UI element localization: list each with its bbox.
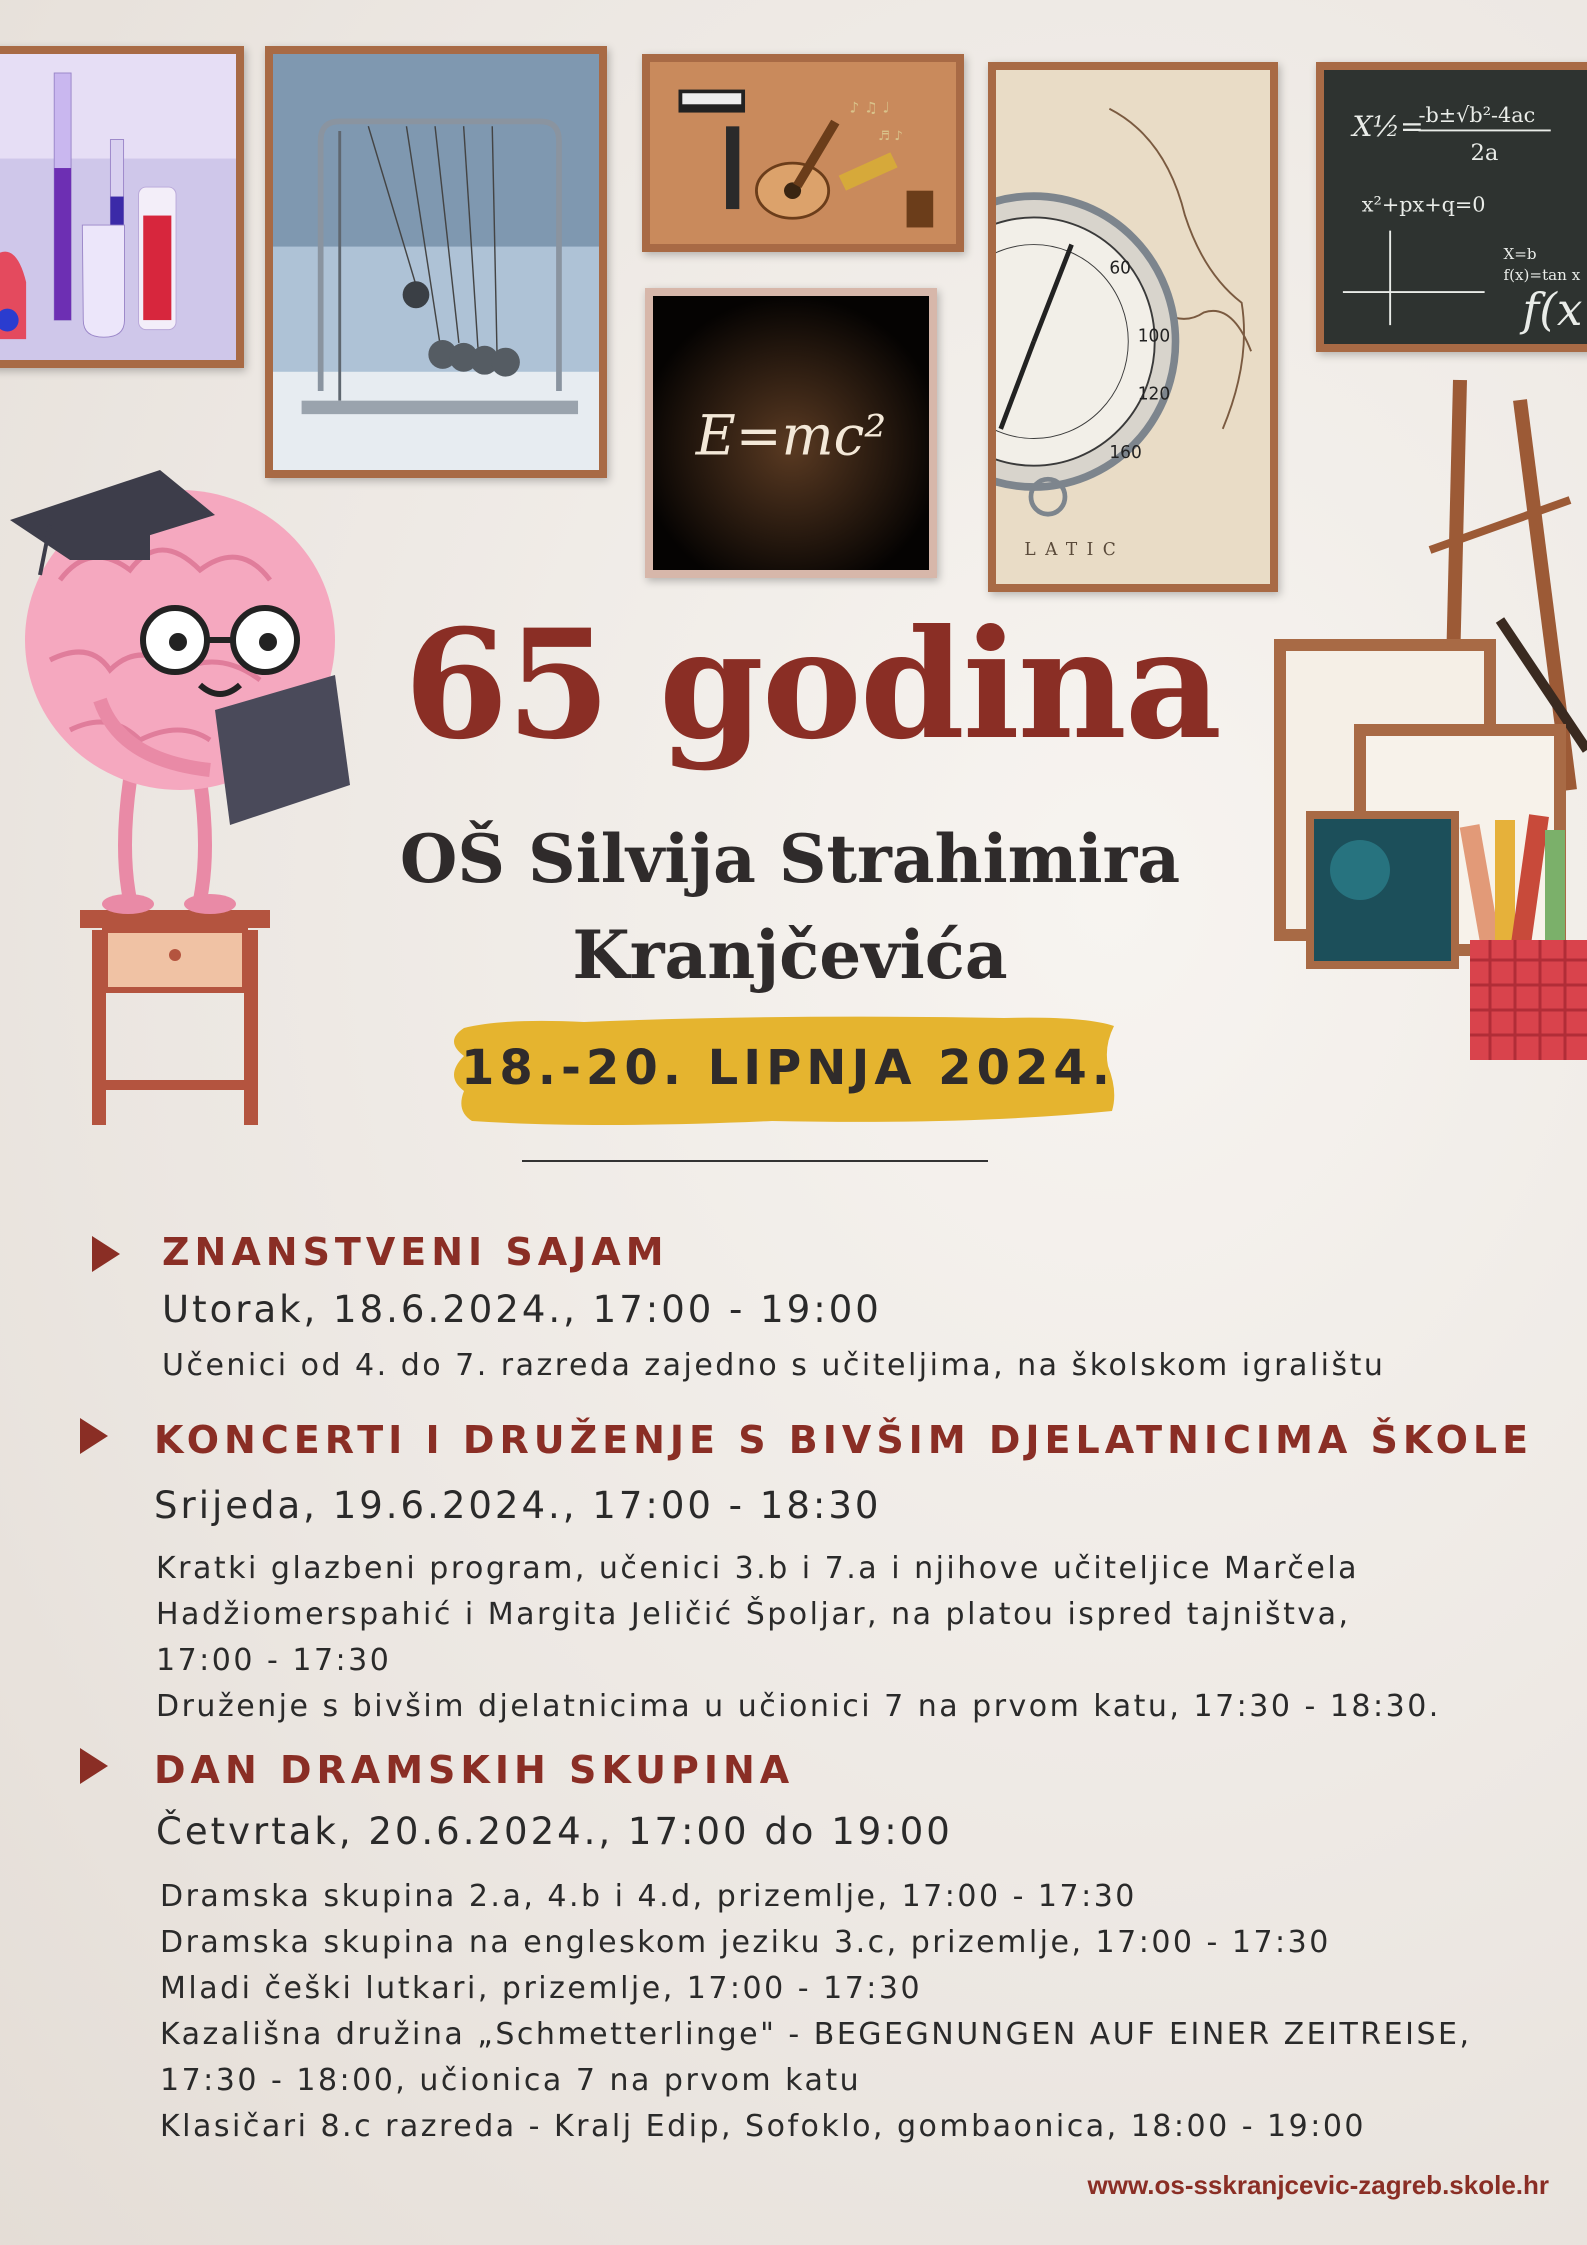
section-bullet-icon xyxy=(80,1748,108,1784)
anniversary-headline: 65 godina xyxy=(403,597,1220,773)
section-line: Klasičari 8.c razreda - Kralj Edip, Sofoklo, gombaonica, 18:00 - 19:00 xyxy=(160,2109,1367,2144)
section-when-science-fair: Utorak, 18.6.2024., 17:00 - 19:00 xyxy=(162,1288,882,1331)
section-bullet-icon xyxy=(92,1236,120,1272)
svg-text:X=b: X=b xyxy=(1503,244,1537,263)
svg-text:x²+px+q=0: x²+px+q=0 xyxy=(1361,192,1486,217)
brain-mascot-illustration xyxy=(10,460,360,1130)
section-line: Hadžiomerspahić i Margita Jeličić Špoljar, na platou ispred tajništva, xyxy=(156,1597,1351,1632)
instruments-photo xyxy=(642,54,964,252)
section-line: Kazališna družina „Schmetterlinge" - BEGEGNUNGEN AUF EINER ZEITREISE, xyxy=(160,2017,1472,2052)
svg-text:f(x)=tan x: f(x)=tan x xyxy=(1503,265,1581,284)
section-bullet-icon xyxy=(80,1418,108,1454)
emc2-photo xyxy=(645,288,937,578)
section-title-science-fair: ZNANSTVENI SAJAM xyxy=(162,1230,669,1274)
svg-text:120: 120 xyxy=(1137,384,1171,405)
event-date: 18.-20. LIPNJA 2024. xyxy=(460,1040,1116,1096)
chalkboard-photo xyxy=(1316,62,1587,352)
chemistry-photo xyxy=(0,46,244,368)
section-line: 17:30 - 18:00, učionica 7 na prvom katu xyxy=(160,2063,862,2098)
school-website-link[interactable]: www.os-sskranjcevic-zagreb.skole.hr xyxy=(1087,2170,1549,2200)
date-banner xyxy=(450,1012,1126,1130)
svg-text:LATIC: LATIC xyxy=(1024,539,1126,560)
school-name xyxy=(300,812,1280,1003)
section-when-drama-day: Četvrtak, 20.6.2024., 17:00 do 19:00 xyxy=(156,1810,953,1853)
compass-map-photo xyxy=(988,62,1278,592)
school-name-line1: OŠ Silvija Strahimira xyxy=(399,820,1181,898)
svg-text:160: 160 xyxy=(1109,442,1142,463)
svg-text:X½=: X½= xyxy=(1352,110,1424,144)
svg-text:f(x: f(x xyxy=(1522,283,1583,337)
section-line: Mladi češki lutkari, prizemlje, 17:00 - 17:30 xyxy=(160,1971,923,2006)
school-name-line2: Kranjčevića xyxy=(572,915,1008,994)
svg-text:♪ ♫ ♩: ♪ ♫ ♩ xyxy=(849,98,890,117)
svg-text:E=mc²: E=mc² xyxy=(695,403,887,468)
section-title-concerts: KONCERTI I DRUŽENJE S BIVŠIM DJELATNICIMA ŠKOLE xyxy=(154,1418,1534,1462)
section-line: Učenici od 4. do 7. razreda zajedno s učiteljima, na školskom igralištu xyxy=(162,1348,1386,1383)
divider-line xyxy=(522,1160,988,1162)
svg-text:100: 100 xyxy=(1137,326,1171,347)
easel-illustration xyxy=(1270,370,1587,1070)
section-line: Kratki glazbeni program, učenici 3.b i 7.a i njihove učiteljice Marčela xyxy=(156,1551,1360,1586)
section-line: Dramska skupina 2.a, 4.b i 4.d, prizemlje, 17:00 - 17:30 xyxy=(160,1879,1137,1914)
svg-text:2a: 2a xyxy=(1470,139,1499,166)
svg-text:-b±√b²-4ac: -b±√b²-4ac xyxy=(1418,102,1536,127)
newtons-cradle-photo xyxy=(265,46,607,478)
section-line: Dramska skupina na engleskom jeziku 3.c, prizemlje, 17:00 - 17:30 xyxy=(160,1925,1331,1960)
svg-text:♬ ♪: ♬ ♪ xyxy=(878,129,903,145)
section-line: 17:00 - 17:30 xyxy=(156,1643,392,1678)
section-line: Druženje s bivšim djelatnicima u učionici 7 na prvom katu, 17:30 - 18:30. xyxy=(156,1689,1441,1724)
section-title-drama-day: DAN DRAMSKIH SKUPINA xyxy=(154,1748,795,1792)
section-when-concerts: Srijeda, 19.6.2024., 17:00 - 18:30 xyxy=(154,1484,882,1527)
svg-text:60: 60 xyxy=(1109,258,1132,279)
